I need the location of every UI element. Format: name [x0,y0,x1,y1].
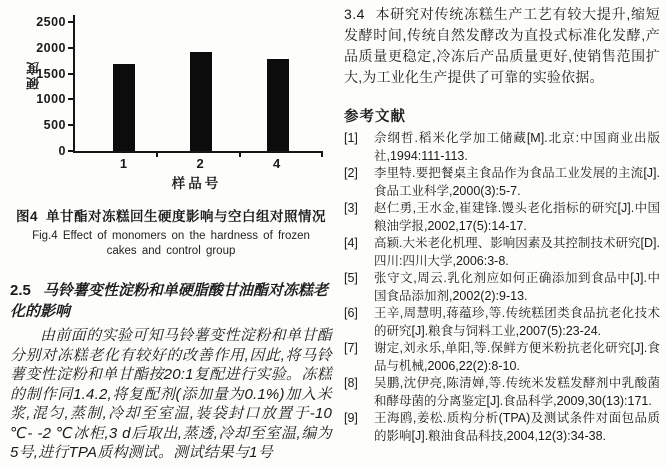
reference-item [344,270,660,305]
left-column [10,2,332,463]
reference-item [344,130,660,165]
y-tick-label: 1500 [36,66,66,81]
reference-text: 王海鸥,姜松.质构分析(TPA)及测试条件对面包品质的影响[J].粮油食品科技,2004,12(3):34-38. [374,411,660,443]
reference-item [344,200,660,235]
reference-number: [8] [344,376,358,390]
right-column [344,4,660,445]
figure4-bar-chart [10,2,330,198]
reference-item [344,410,660,445]
x-tick-mark [321,151,323,157]
x-tick-label: 1 [119,156,128,171]
y-tick-mark [68,21,73,23]
y-tick-mark [68,124,73,126]
chart-plot-area [36,15,322,171]
x-tick-label: 4 [273,156,281,171]
reference-text: 谢定,刘永乐,单阳,等.保鲜方便米粉抗老化研究[J].食品与机械,2006,22(2):8-10. [374,341,660,373]
references-header: 参考文献 [344,109,406,125]
y-tick-label: 1000 [36,92,66,107]
y-tick-mark [68,98,73,100]
x-tick-mark [239,151,241,157]
y-tick-label: 2000 [36,40,66,55]
reference-number: [3] [344,201,358,215]
reference-number: [4] [344,236,358,250]
reference-text: 赵仁勇,王水金,崔建锋.馒头老化指标的研究[J].中国粮油学报,2002,17(5):14-17. [374,201,660,233]
section-3-4-number: 3.4 [344,6,365,22]
reference-number: [1] [344,131,358,145]
reference-item [344,375,660,410]
x-tick-mark [156,151,158,157]
reference-list [344,130,660,445]
chart-x-axis-title: 样品号 [171,176,222,191]
y-tick-mark [68,73,73,75]
section-2-5-heading [10,280,332,322]
section-2-5-title: 马铃薯变性淀粉和单硬脂酸甘油酯对冻糕老化的影响 [10,282,328,320]
reference-number: [7] [344,341,358,355]
y-tick-mark [68,150,73,152]
reference-number: [6] [344,306,358,320]
reference-number: [9] [344,411,358,425]
x-tick-label: 2 [196,156,204,171]
section-3-4-text: 本研究对传统冻糕生产工艺有较大提升,缩短发酵时间,传统自然发酵改为直投式标准化发酵,产品质量更稳定,冷冻后产品质量更好,使销售范围扩大,为工业化生产提供了可靠的实验依据。 [344,6,660,85]
reference-text: 高颖.大米老化机理、影响因素及其控制技术研究[D].四川:四川大学,2006:3-8. [374,236,660,268]
reference-item [344,340,660,375]
reference-text: 张守文,周云.乳化剂应如何正确添加到食品中[J].中国食品添加剂,2002(2):9-13. [374,271,660,303]
figure-number-label: 图4 [15,209,38,224]
chart-bar [190,52,212,151]
section-3-4-paragraph [344,4,660,88]
y-tick-label: 0 [58,144,66,158]
y-tick-label: 500 [43,118,66,133]
reference-text: 吴鹏,沈伊亮,陈清婵,等.传统米发糕发酵剂中乳酸菌和酵母菌的分离鉴定[J].食品科学,2009,30(13):171. [374,376,660,408]
y-tick-mark [68,47,73,49]
reference-item [344,165,660,200]
figure-caption-english-line1: Fig.4 Effect of monomers on the hardness of frozen [32,230,310,242]
reference-text: 王辛,周慧明,蒋蕴珍,等.传统糕团类食品抗老化技术的研究[J].粮食与饲料工业,2007(5):23-24. [374,306,660,338]
section-2-5-number: 2.5 [10,282,31,299]
figure-caption-english [10,229,332,259]
chart-bar [113,64,135,151]
figure-caption-english-line2: cakes and control group [106,245,236,257]
chart-y-axis-title: 硬度 [26,60,41,90]
reference-item [344,235,660,270]
section-2-5-paragraph: 由前面的实验可知马铃薯变性淀粉和单甘酯分别对冻糕老化有较好的改善作用,因此,将马铃薯变性淀粉和单甘酯按20:1复配进行实验。冻糕的制作同1.4.2,将复配剂(添加量为0.1%)加入米浆,混匀,蒸制,冷却至室温,装袋封口放置于-10 ℃- -2 ℃冰柜,3 d后取出,蒸透,冷却至室温,编为5号,进行TPA质构测试。测试结果与1号 [10,327,332,461]
reference-number: [5] [344,271,358,285]
reference-text: 李里特.要把餐桌主食品作为食品工业发展的主流[J].食品工业科学,2000(3):5-7. [374,166,660,198]
reference-number: [2] [344,166,358,180]
chart-bar [267,59,289,151]
figure-caption-chinese [10,205,332,225]
y-tick-label: 2500 [36,15,66,29]
figure-caption-title: 单甘酯对冻糕回生硬度影响与空白组对照情况 [46,209,326,224]
reference-item [344,305,660,340]
reference-text: 佘纲哲.稻米化学加工储藏[M].北京:中国商业出版社,1994:111-113. [374,131,660,163]
